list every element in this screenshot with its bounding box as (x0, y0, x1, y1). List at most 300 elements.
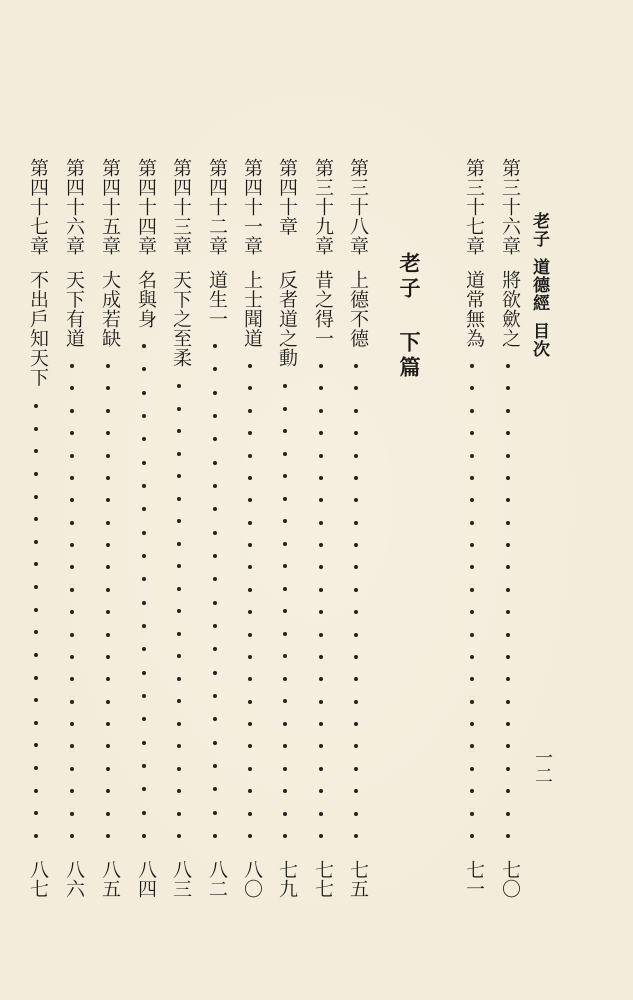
leader-dot (470, 610, 474, 614)
leader-dot (248, 364, 252, 368)
toc-chapter-title: 大成若缺 (99, 270, 121, 348)
toc-leader-dots (239, 364, 261, 838)
page-number: 一二 (532, 748, 553, 784)
leader-dot (106, 476, 110, 480)
toc-chapter-number: 第四十五章 (99, 158, 121, 256)
leader-dot (34, 766, 38, 770)
leader-dot (34, 676, 38, 680)
leader-dot (142, 531, 146, 535)
leader-dot (319, 812, 323, 816)
leader-dot (70, 834, 74, 838)
leader-dot (319, 565, 323, 569)
toc-leader-dots (310, 364, 332, 838)
leader-dot (177, 429, 181, 433)
leader-dot (142, 741, 146, 745)
leader-dot (506, 588, 510, 592)
leader-dot (34, 472, 38, 476)
leader-dot (283, 474, 287, 478)
leader-dot (354, 722, 358, 726)
leader-dot (470, 744, 474, 748)
leader-dot (34, 721, 38, 725)
leader-dot (283, 699, 287, 703)
leader-dot (470, 386, 474, 390)
toc-chapter-number: 第四十三章 (170, 158, 192, 256)
leader-dot (142, 391, 146, 395)
header-section-label: 目次 (529, 322, 549, 358)
toc-entry[interactable] (133, 158, 155, 898)
leader-dot (319, 521, 323, 525)
leader-dot (354, 364, 358, 368)
leader-dot (142, 671, 146, 675)
leader-dot (354, 744, 358, 748)
toc-entry[interactable] (345, 158, 367, 898)
leader-dot (106, 498, 110, 502)
leader-dot (70, 789, 74, 793)
leader-dot (213, 391, 217, 395)
leader-dot (70, 565, 74, 569)
leader-dot (70, 767, 74, 771)
toc-leader-dots (274, 384, 296, 838)
leader-dot (506, 700, 510, 704)
leader-dot (177, 654, 181, 658)
leader-dot (70, 364, 74, 368)
leader-dot (177, 474, 181, 478)
toc-chapter-title: 上士聞道 (241, 270, 263, 348)
leader-dot (142, 461, 146, 465)
leader-dot (319, 476, 323, 480)
leader-dot (354, 431, 358, 435)
leader-dot (213, 647, 217, 651)
leader-dot (177, 789, 181, 793)
leader-dot (319, 722, 323, 726)
leader-dot (106, 677, 110, 681)
leader-dot (506, 565, 510, 569)
leader-dot (319, 700, 323, 704)
toc-leader-dots (461, 364, 483, 838)
leader-dot (354, 633, 358, 637)
leader-dot (470, 700, 474, 704)
leader-dot (177, 564, 181, 568)
leader-dot (34, 789, 38, 793)
leader-dot (354, 588, 358, 592)
leader-dot (34, 653, 38, 657)
toc-page-number: 八〇 (241, 860, 263, 898)
leader-dot (34, 698, 38, 702)
leader-dot (470, 498, 474, 502)
leader-dot (506, 722, 510, 726)
leader-dot (142, 344, 146, 348)
leader-dot (470, 655, 474, 659)
leader-dot (142, 484, 146, 488)
leader-dot (470, 812, 474, 816)
leader-dot (506, 655, 510, 659)
leader-dot (213, 811, 217, 815)
leader-dot (506, 409, 510, 413)
leader-dot (283, 519, 287, 523)
leader-dot (248, 834, 252, 838)
leader-dot (319, 386, 323, 390)
leader-dot (34, 495, 38, 499)
leader-dot (213, 624, 217, 628)
leader-dot (354, 812, 358, 816)
leader-dot (34, 562, 38, 566)
leader-dot (213, 461, 217, 465)
toc-leader-dots (25, 404, 47, 838)
toc-entry[interactable] (461, 158, 483, 898)
leader-dot (470, 364, 474, 368)
leader-dot (283, 812, 287, 816)
leader-dot (506, 364, 510, 368)
leader-dot (506, 767, 510, 771)
leader-dot (70, 386, 74, 390)
leader-dot (177, 497, 181, 501)
leader-dot (506, 543, 510, 547)
leader-dot (354, 834, 358, 838)
leader-dot (470, 767, 474, 771)
leader-dot (319, 744, 323, 748)
leader-dot (283, 654, 287, 658)
leader-dot (177, 384, 181, 388)
leader-dot (248, 655, 252, 659)
leader-dot (354, 409, 358, 413)
leader-dot (283, 744, 287, 748)
leader-dot (354, 521, 358, 525)
toc-page-number: 八五 (99, 860, 121, 898)
leader-dot (283, 407, 287, 411)
leader-dot (106, 834, 110, 838)
leader-dot (142, 764, 146, 768)
leader-dot (106, 364, 110, 368)
leader-dot (142, 414, 146, 418)
toc-entry[interactable] (274, 158, 296, 898)
leader-dot (354, 655, 358, 659)
leader-dot (470, 431, 474, 435)
leader-dot (319, 364, 323, 368)
leader-dot (177, 722, 181, 726)
leader-dot (213, 414, 217, 418)
toc-entry[interactable] (239, 158, 261, 898)
leader-dot (177, 677, 181, 681)
leader-dot (213, 531, 217, 535)
leader-dot (319, 588, 323, 592)
leader-dot (70, 476, 74, 480)
leader-dot (142, 577, 146, 581)
leader-dot (177, 699, 181, 703)
leader-dot (354, 454, 358, 458)
toc-page-number: 八六 (63, 860, 85, 898)
leader-dot (506, 386, 510, 390)
leader-dot (34, 743, 38, 747)
toc-chapter-title: 昔之得一 (312, 270, 334, 348)
leader-dot (319, 543, 323, 547)
leader-dot (177, 834, 181, 838)
leader-dot (248, 386, 252, 390)
toc-page-number: 八四 (135, 860, 157, 898)
leader-dot (70, 521, 74, 525)
leader-dot (283, 452, 287, 456)
leader-dot (283, 587, 287, 591)
leader-dot (70, 677, 74, 681)
leader-dot (283, 564, 287, 568)
toc-entry[interactable] (168, 158, 190, 898)
leader-dot (106, 454, 110, 458)
toc-chapter-number: 第四十六章 (63, 158, 85, 256)
leader-dot (248, 454, 252, 458)
toc-page-number: 七九 (276, 860, 298, 898)
leader-dot (213, 601, 217, 605)
toc-leader-dots (61, 364, 83, 838)
leader-dot (34, 585, 38, 589)
toc-page-number: 八二 (206, 860, 228, 898)
leader-dot (213, 437, 217, 441)
leader-dot (70, 431, 74, 435)
leader-dot (319, 431, 323, 435)
leader-dot (470, 521, 474, 525)
leader-dot (319, 454, 323, 458)
leader-dot (213, 671, 217, 675)
leader-dot (106, 655, 110, 659)
leader-dot (34, 630, 38, 634)
leader-dot (142, 437, 146, 441)
leader-dot (213, 764, 217, 768)
leader-dot (283, 609, 287, 613)
leader-dot (70, 744, 74, 748)
leader-dot (70, 498, 74, 502)
leader-dot (470, 677, 474, 681)
leader-dot (177, 587, 181, 591)
toc-leader-dots (204, 344, 226, 838)
leader-dot (106, 431, 110, 435)
leader-dot (213, 484, 217, 488)
leader-dot (506, 431, 510, 435)
toc-entry[interactable] (61, 158, 83, 898)
leader-dot (319, 834, 323, 838)
leader-dot (142, 717, 146, 721)
leader-dot (70, 409, 74, 413)
leader-dot (248, 409, 252, 413)
leader-dot (506, 789, 510, 793)
leader-dot (70, 633, 74, 637)
leader-dot (506, 610, 510, 614)
leader-dot (106, 812, 110, 816)
leader-dot (283, 834, 287, 838)
leader-dot (283, 429, 287, 433)
leader-dot (177, 744, 181, 748)
toc-entry[interactable] (204, 158, 226, 898)
leader-dot (70, 655, 74, 659)
leader-dot (177, 407, 181, 411)
leader-dot (248, 744, 252, 748)
leader-dot (283, 722, 287, 726)
leader-dot (506, 454, 510, 458)
leader-dot (248, 476, 252, 480)
toc-chapter-number: 第三十八章 (347, 158, 369, 256)
leader-dot (248, 767, 252, 771)
toc-chapter-title: 反者道之動 (276, 270, 298, 368)
leader-dot (106, 386, 110, 390)
header-scripture-title: 道德經 (529, 258, 549, 312)
leader-dot (106, 789, 110, 793)
leader-dot (319, 610, 323, 614)
toc-page-number: 七一 (463, 860, 485, 898)
leader-dot (470, 409, 474, 413)
leader-dot (142, 507, 146, 511)
toc-chapter-number: 第三十九章 (312, 158, 334, 256)
leader-dot (248, 812, 252, 816)
leader-dot (34, 834, 38, 838)
toc-entry[interactable] (97, 158, 119, 898)
toc-chapter-title: 將欲歛之 (499, 270, 521, 348)
leader-dot (319, 655, 323, 659)
leader-dot (34, 811, 38, 815)
leader-dot (106, 543, 110, 547)
leader-dot (142, 694, 146, 698)
leader-dot (70, 812, 74, 816)
leader-dot (470, 834, 474, 838)
leader-dot (70, 543, 74, 547)
toc-page-number: 七七 (312, 860, 334, 898)
leader-dot (354, 610, 358, 614)
toc-page-number: 八三 (170, 860, 192, 898)
leader-dot (106, 565, 110, 569)
leader-dot (142, 787, 146, 791)
leader-dot (354, 476, 358, 480)
leader-dot (106, 744, 110, 748)
toc-chapter-title: 不出戶知天下 (27, 270, 49, 387)
toc-chapter-title: 天下之至柔 (170, 270, 192, 368)
toc-entry[interactable] (25, 158, 47, 898)
leader-dot (106, 767, 110, 771)
toc-chapter-number: 第四十章 (276, 158, 298, 236)
leader-dot (70, 454, 74, 458)
leader-dot (354, 498, 358, 502)
leader-dot (34, 404, 38, 408)
toc-chapter-title: 天下有道 (63, 270, 85, 348)
leader-dot (248, 789, 252, 793)
leader-dot (213, 367, 217, 371)
leader-dot (506, 677, 510, 681)
leader-dot (106, 409, 110, 413)
leader-dot (213, 507, 217, 511)
running-header (527, 212, 552, 358)
leader-dot (470, 722, 474, 726)
leader-dot (177, 812, 181, 816)
toc-leader-dots (168, 384, 190, 838)
toc-chapter-number: 第四十一章 (241, 158, 263, 256)
leader-dot (177, 452, 181, 456)
leader-dot (470, 543, 474, 547)
toc-chapter-number: 第四十二章 (206, 158, 228, 256)
leader-dot (354, 789, 358, 793)
toc-leader-dots (97, 364, 119, 838)
leader-dot (283, 767, 287, 771)
leader-dot (506, 476, 510, 480)
leader-dot (106, 588, 110, 592)
section-title: 老子 下篇 (397, 252, 422, 381)
leader-dot (319, 633, 323, 637)
leader-dot (506, 498, 510, 502)
leader-dot (470, 476, 474, 480)
leader-dot (506, 744, 510, 748)
toc-entry[interactable] (497, 158, 519, 898)
toc-leader-dots (133, 344, 155, 838)
leader-dot (283, 497, 287, 501)
leader-dot (248, 543, 252, 547)
leader-dot (354, 767, 358, 771)
leader-dot (248, 431, 252, 435)
toc-chapter-title: 道常無為 (463, 270, 485, 348)
leader-dot (248, 498, 252, 502)
leader-dot (319, 789, 323, 793)
leader-dot (319, 498, 323, 502)
toc-chapter-title: 名與身 (135, 270, 157, 329)
leader-dot (354, 677, 358, 681)
leader-dot (106, 722, 110, 726)
leader-dot (283, 542, 287, 546)
leader-dot (470, 565, 474, 569)
leader-dot (354, 700, 358, 704)
leader-dot (70, 588, 74, 592)
leader-dot (106, 521, 110, 525)
leader-dot (319, 767, 323, 771)
toc-page-number: 七〇 (499, 860, 521, 898)
toc-chapter-title: 上德不德 (347, 270, 369, 348)
leader-dot (248, 700, 252, 704)
leader-dot (283, 677, 287, 681)
leader-dot (177, 767, 181, 771)
leader-dot (34, 608, 38, 612)
leader-dot (248, 633, 252, 637)
toc-chapter-number: 第三十七章 (463, 158, 485, 256)
leader-dot (34, 427, 38, 431)
leader-dot (319, 677, 323, 681)
leader-dot (213, 834, 217, 838)
toc-entry[interactable] (310, 158, 332, 898)
leader-dot (506, 834, 510, 838)
leader-dot (177, 519, 181, 523)
leader-dot (213, 741, 217, 745)
toc-chapter-number: 第三十六章 (499, 158, 521, 256)
leader-dot (70, 700, 74, 704)
leader-dot (142, 811, 146, 815)
toc-chapter-number: 第四十七章 (27, 158, 49, 256)
leader-dot (248, 677, 252, 681)
toc-leader-dots (345, 364, 367, 838)
leader-dot (470, 454, 474, 458)
leader-dot (319, 409, 323, 413)
leader-dot (354, 386, 358, 390)
leader-dot (248, 565, 252, 569)
leader-dot (142, 647, 146, 651)
leader-dot (354, 565, 358, 569)
leader-dot (177, 632, 181, 636)
leader-dot (142, 601, 146, 605)
leader-dot (248, 610, 252, 614)
leader-dot (142, 624, 146, 628)
leader-dot (70, 722, 74, 726)
leader-dot (213, 577, 217, 581)
toc-page-number: 七五 (347, 860, 369, 898)
toc-leader-dots (497, 364, 519, 838)
leader-dot (283, 632, 287, 636)
leader-dot (70, 610, 74, 614)
toc-page-number: 八七 (27, 860, 49, 898)
leader-dot (142, 834, 146, 838)
header-book-title: 老子 (529, 212, 549, 248)
leader-dot (213, 717, 217, 721)
leader-dot (142, 554, 146, 558)
leader-dot (106, 633, 110, 637)
